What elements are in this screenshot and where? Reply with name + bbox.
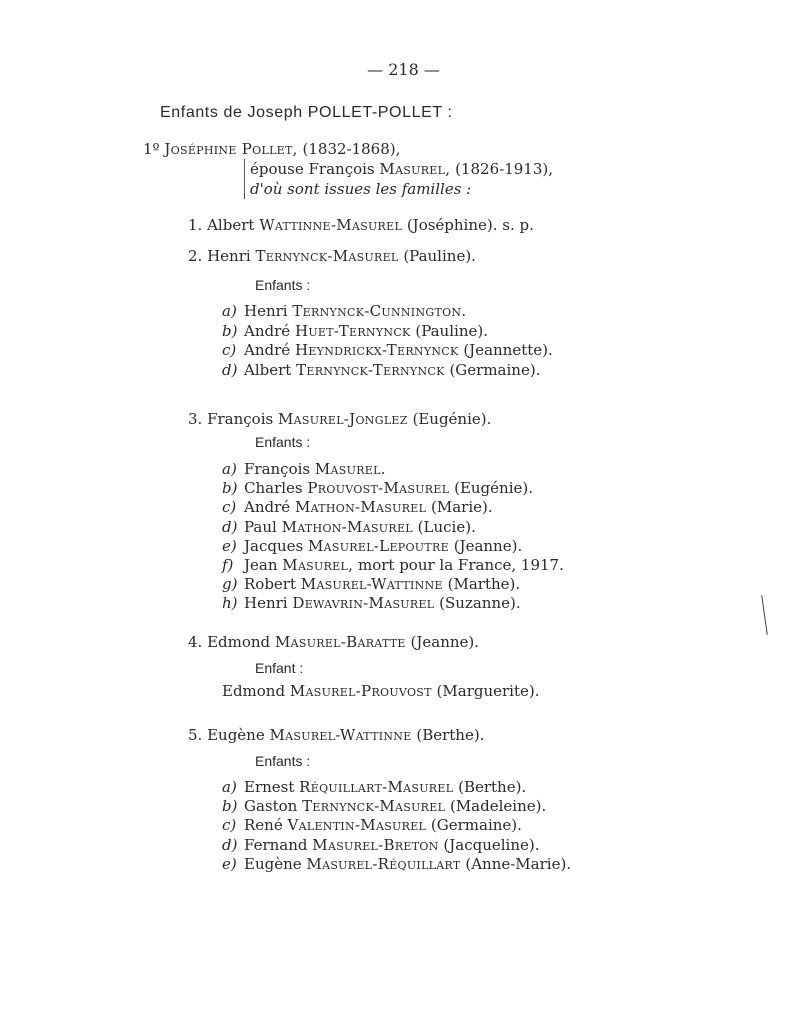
entry-number: 2. <box>188 247 203 265</box>
first-name: René <box>244 816 283 835</box>
spouse-note: (Joséphine). s. p. <box>406 216 534 234</box>
family-name: Prouvost-Masurel <box>307 479 450 498</box>
child-letter: b) <box>222 321 238 340</box>
spouse-note: (Eugénie). <box>412 410 492 428</box>
family-name: Masurel. <box>314 460 386 478</box>
child-note: (Marguerite). <box>436 682 540 700</box>
page-number: — 218 — <box>367 60 440 79</box>
family-name: Masurel-Prouvost <box>289 682 432 700</box>
child-letter: c) <box>222 341 237 359</box>
child-entry <box>222 498 493 516</box>
child-note: (Jacqueline). <box>443 835 540 854</box>
spouse-dates: (1826-1913), <box>455 160 553 178</box>
child-entry <box>222 361 540 379</box>
family-name: Ternynck-Ternynck <box>296 360 445 379</box>
child-letter: d) <box>222 360 238 379</box>
child-letter: e) <box>222 536 237 555</box>
child-letter: b) <box>222 797 238 816</box>
first-name: Edmond <box>207 633 271 651</box>
family-name: Dewavrin-Masurel <box>292 594 435 613</box>
child-entry <box>222 855 571 873</box>
family-name: Masurel-Réquillart <box>306 854 461 873</box>
child-entry <box>222 682 540 700</box>
family-name: Ternynck-Cunnington. <box>292 302 467 320</box>
family-name: Wattinne-Masurel <box>259 216 403 234</box>
child-note: (Germaine). <box>449 360 541 379</box>
family-name: Valentin-Masurel <box>287 816 427 835</box>
family-name: Heyndrickx-Ternynck <box>294 341 459 359</box>
child-note: (Madeleine). <box>449 797 547 816</box>
child-note: (Germaine). <box>430 816 522 835</box>
child-letter: h) <box>222 594 238 613</box>
child-note: (Eugénie). <box>454 479 533 498</box>
child-entry <box>222 322 488 340</box>
first-name: Henri <box>244 594 288 613</box>
child-note: (Lucie). <box>417 517 476 536</box>
child-letter: d) <box>222 835 238 854</box>
children-label: Enfant : <box>255 660 304 676</box>
first-name: André <box>244 321 291 340</box>
person-dates: (1832-1868), <box>302 140 401 158</box>
child-entry <box>222 816 522 834</box>
first-name: André <box>244 341 291 359</box>
spouse-name: Masurel, <box>379 160 451 178</box>
children-label: Enfants : <box>255 434 311 450</box>
issue-note: d'où sont issues les familles : <box>250 180 472 198</box>
first-name: Charles <box>244 479 303 498</box>
person-name: Joséphine Pollet, <box>164 140 298 158</box>
entry-number: 5. <box>188 726 203 744</box>
child-note: (Marie). <box>431 498 493 517</box>
family-name: Ternynck-Masurel <box>255 247 399 265</box>
child-entry <box>222 797 546 815</box>
first-name: Gaston <box>244 797 298 816</box>
child-note: (Jeannette). <box>463 341 553 359</box>
child-letter: b) <box>222 479 238 498</box>
first-name: François <box>244 460 311 478</box>
first-name: Robert <box>244 575 297 594</box>
child-letter: a) <box>222 302 237 320</box>
child-letter: g) <box>222 575 238 594</box>
first-name: Paul <box>244 517 277 536</box>
spouse-note: (Berthe). <box>416 726 485 744</box>
child-note: (Pauline). <box>415 321 488 340</box>
family-entry <box>188 410 491 428</box>
first-name: Henri <box>244 302 288 320</box>
family-name: Masurel-Wattinne <box>269 726 412 744</box>
family-name: Réquillart-Masurel <box>299 778 454 796</box>
family-name: Masurel-Baratte <box>274 633 406 651</box>
family-name: Masurel-Wattinne <box>300 575 443 594</box>
child-entry <box>222 518 476 536</box>
first-entry-line <box>143 140 400 158</box>
child-entry <box>222 594 521 612</box>
child-letter: a) <box>222 460 237 478</box>
child-note: (Marthe). <box>447 575 521 594</box>
family-name: Masurel-Jonglez <box>277 410 408 428</box>
margin-mark <box>761 595 768 635</box>
first-name: Eugène <box>207 726 265 744</box>
child-letter: c) <box>222 816 237 835</box>
first-name: Albert <box>207 216 255 234</box>
child-entry <box>222 556 564 574</box>
first-name: Jean <box>244 556 278 574</box>
family-entry <box>188 247 476 265</box>
first-name: Henri <box>207 247 251 265</box>
child-entry <box>222 460 386 478</box>
first-name: Edmond <box>222 682 286 700</box>
entry-number: 1. <box>188 216 203 234</box>
child-note: (Jeanne). <box>453 536 523 555</box>
family-name: Masurel-Lepoutre <box>307 536 449 555</box>
first-name: Ernest <box>244 778 295 796</box>
children-label: Enfants : <box>255 753 311 769</box>
child-note: (Berthe). <box>458 778 527 796</box>
entry-number: 3. <box>188 410 203 428</box>
family-name: Masurel, <box>282 556 354 574</box>
child-letter: f) <box>222 556 234 574</box>
first-name: André <box>244 498 291 517</box>
child-letter: e) <box>222 854 237 873</box>
family-name: Masurel-Breton <box>312 835 439 854</box>
family-entry <box>188 216 534 234</box>
child-note: (Suzanne). <box>439 594 521 613</box>
child-note: mort pour la France, 1917. <box>357 556 564 574</box>
first-name: Albert <box>244 360 292 379</box>
first-name: Fernand <box>244 835 308 854</box>
spouse-note: (Jeanne). <box>410 633 480 651</box>
family-name: Mathon-Masurel <box>294 498 427 517</box>
spouse-note: (Pauline). <box>403 247 476 265</box>
family-entry <box>188 633 479 651</box>
child-entry <box>222 575 520 593</box>
family-entry <box>188 726 484 744</box>
child-letter: a) <box>222 778 237 796</box>
spouse-line: épouse François Masurel, (1826-1913), <box>250 160 553 178</box>
children-label: Enfants : <box>255 277 311 293</box>
child-entry <box>222 778 526 796</box>
entry-number: 4. <box>188 633 203 651</box>
bracket-line <box>244 159 245 199</box>
family-name: Huet-Ternynck <box>294 321 411 340</box>
first-name: Eugène <box>244 854 302 873</box>
entry-number: 1º <box>143 140 160 158</box>
section-heading: Enfants de Joseph POLLET-POLLET : <box>160 104 453 121</box>
family-name: Ternynck-Masurel <box>302 797 446 816</box>
child-note: (Anne-Marie). <box>465 854 572 873</box>
child-entry <box>222 479 533 497</box>
child-letter: c) <box>222 498 237 517</box>
first-name: Jacques <box>244 536 304 555</box>
child-entry <box>222 341 553 359</box>
child-entry <box>222 302 466 320</box>
child-letter: d) <box>222 517 238 536</box>
child-entry <box>222 537 522 555</box>
child-entry <box>222 836 540 854</box>
family-name: Mathon-Masurel <box>281 517 413 536</box>
first-name: François <box>207 410 274 428</box>
